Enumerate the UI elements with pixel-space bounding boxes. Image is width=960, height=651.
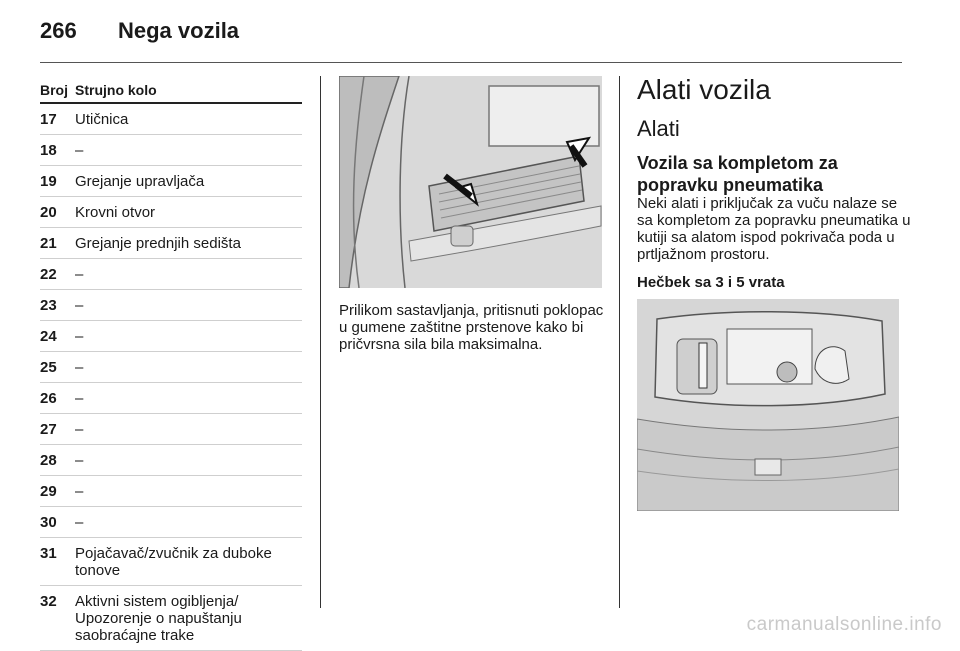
fuse-circuit: Utičnica <box>75 111 129 128</box>
table-row <box>40 445 302 476</box>
fuse-circuit: – <box>75 328 84 345</box>
fuse-circuit: Grejanje upravljača <box>75 173 205 190</box>
page-number: 266 <box>40 18 77 43</box>
table-row <box>40 135 302 166</box>
table-row <box>40 586 302 651</box>
section-body-text: Neki alati i priključak za vuču nalaze se sa kompletom za popravku pneumatika u kutiji sa alatom ispod pokrivača poda u prtljažnom prostoru. <box>637 195 911 263</box>
fuse-number: 24 <box>40 328 57 345</box>
fuse-number: 17 <box>40 111 57 128</box>
fuse-number: 32 <box>40 593 57 610</box>
fuse-number: 30 <box>40 514 57 531</box>
fuse-circuit: – <box>75 421 84 438</box>
column-divider <box>320 76 321 608</box>
column-divider <box>619 76 620 608</box>
fuse-number: 29 <box>40 483 57 500</box>
subsection-heading: Alati <box>637 116 680 141</box>
fuse-circuit: Aktivni sistem ogibljenja/ Upozorenje o napuštanju saobraćajne trake <box>75 593 242 644</box>
fuse-circuit: – <box>75 142 84 159</box>
fuse-number: 21 <box>40 235 57 252</box>
fuse-number: 22 <box>40 266 57 283</box>
table-row <box>40 507 302 538</box>
fuse-number: 18 <box>40 142 57 159</box>
fuse-circuit: – <box>75 514 84 531</box>
topic-heading: Vozila sa kompletom za popravku pneumatika <box>637 153 838 195</box>
fuse-number: 19 <box>40 173 57 190</box>
fuse-number: 27 <box>40 421 57 438</box>
fuse-number: 31 <box>40 545 57 562</box>
table-row <box>40 259 302 290</box>
fuse-circuit: – <box>75 359 84 376</box>
fuse-circuit: Grejanje prednjih sedišta <box>75 235 241 252</box>
table-row <box>40 228 302 259</box>
fuse-table-header <box>40 80 302 104</box>
table-row <box>40 538 302 586</box>
fuse-circuit: Pojačavač/zvučnik za duboke tonove <box>75 545 272 579</box>
fuse-number: 26 <box>40 390 57 407</box>
fuse-circuit: – <box>75 297 84 314</box>
table-row <box>40 476 302 507</box>
table-row <box>40 166 302 197</box>
page-title: Nega vozila <box>118 18 240 43</box>
fuse-table-body <box>40 104 302 651</box>
column-header-number: Broj <box>40 82 68 98</box>
table-row <box>40 321 302 352</box>
figure-caption: Prilikom sastavljanja, pritisnuti poklopac u gumene zaštitne prstenove kako bi pričvrsna sila bila maksimalna. <box>339 302 604 353</box>
table-row <box>40 383 302 414</box>
tailgate-cover-illustration <box>339 76 602 288</box>
table-row <box>40 414 302 445</box>
fuse-circuit: – <box>75 452 84 469</box>
fuse-circuit: Krovni otvor <box>75 204 156 221</box>
table-row <box>40 352 302 383</box>
table-row <box>40 290 302 321</box>
page-header <box>40 14 902 63</box>
watermark: carmanualsonline.info <box>746 614 942 635</box>
table-row <box>40 104 302 135</box>
fuse-number: 28 <box>40 452 57 469</box>
fuse-circuit: – <box>75 266 84 283</box>
section-heading: Alati vozila <box>637 74 771 105</box>
tool-kit-illustration <box>637 299 899 511</box>
variant-heading: Hečbek sa 3 i 5 vrata <box>637 274 785 291</box>
fuse-number: 23 <box>40 297 57 314</box>
fuse-table <box>40 80 302 651</box>
fuse-circuit: – <box>75 390 84 407</box>
column-header-circuit: Strujno kolo <box>75 82 157 98</box>
fuse-number: 25 <box>40 359 57 376</box>
fuse-circuit: – <box>75 483 84 500</box>
table-row <box>40 197 302 228</box>
fuse-number: 20 <box>40 204 57 221</box>
